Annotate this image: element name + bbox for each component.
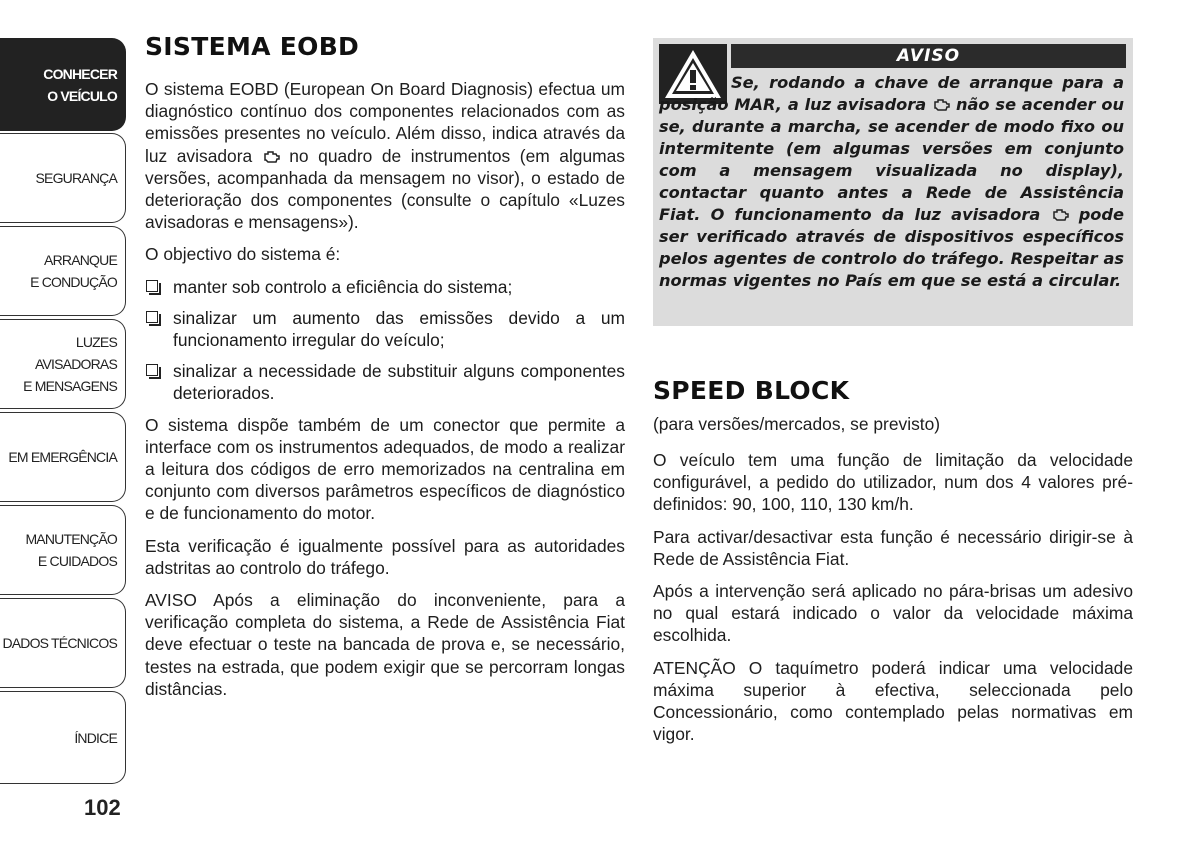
- paragraph: O sistema dispõe também de um conector que permite a interface com os instrumentos adequados, de modo a realizar a leitura dos códigos de erro memorizados na centralina em conjunto com diversos parâmetros específicos de diagnóstico e de funcionamento do motor.: [145, 414, 625, 524]
- text: não se acender ou se, durante a marcha, se acender de modo fixo ou intermitente (em algumas versões em conjunto com a mensagem visualizada no display), contactar quanto antes a Rede de Assistência Fiat. O funcionamento da luz avisadora: [659, 95, 1125, 224]
- tab-label: DADOS TÉCNICOS: [2, 635, 117, 651]
- paragraph: [145, 78, 625, 233]
- tab-em-emergencia[interactable]: [0, 412, 126, 502]
- warning-header: AVISO: [731, 44, 1126, 68]
- checkbox-bullet-icon: [146, 364, 158, 376]
- list-item: [145, 307, 625, 351]
- section-title: SPEED BLOCK: [653, 376, 850, 405]
- eobd-section: [145, 32, 625, 700]
- paragraph: Esta verificação é igualmente possível para as autoridades adstritas ao controlo do tráfego.: [145, 535, 625, 578]
- tab-label: ARRANQUE E CONDUÇÃO: [30, 252, 117, 290]
- tab-label: CONHECER O VEÍCULO: [43, 65, 117, 104]
- warning-text: [659, 72, 1124, 292]
- paragraph: O objectivo do sistema é:: [145, 244, 341, 265]
- engine-warning-icon: [1051, 209, 1069, 221]
- tab-label: SEGURANÇA: [35, 170, 117, 186]
- tab-arranque-e-conducao[interactable]: [0, 226, 126, 316]
- text: manter sob controlo a eficiência do sistema;: [173, 276, 513, 297]
- paragraph: O veículo tem uma função de limitação da velocidade configurável, a pedido do utilizador, num dos 4 valores pré-definidos: 90, 100, 110, 130 km/h.: [653, 450, 1133, 515]
- tab-luzes-avisadoras[interactable]: [0, 319, 126, 409]
- text: sinalizar a necessidade de substituir alguns componentes deteriorados.: [173, 361, 625, 404]
- list-item: [145, 360, 625, 404]
- objectives-list: [145, 276, 625, 405]
- tab-seguranca[interactable]: [0, 133, 126, 223]
- paragraph: AVISO Após a eliminação do inconveniente, para a verificação completa do sistema, a Rede de Assistência Fiat deve efectuar o teste na bancada de prova e, se necessário, testes na estrada, que podem exigir que se percorram longas distâncias.: [145, 590, 625, 699]
- text: sinalizar um aumento das emissões devido a um funcionamento irregular do veículo;: [173, 307, 625, 351]
- paragraph: Após a intervenção será aplicado no pára-brisas um adesivo no qual estará indicado o valor da velocidade máxima escolhida.: [653, 581, 1133, 646]
- tab-label: ÍNDICE: [74, 729, 117, 746]
- paragraph: ATENÇÃO O taquímetro poderá indicar uma velocidade máxima superior à efectiva, seleccionada pelo Concessionário, como contemplado pelas normativas em vigor.: [653, 657, 1133, 745]
- engine-warning-icon: [932, 99, 950, 111]
- page-number: 102: [84, 795, 121, 820]
- text: pode ser verificado através de dispositivos específicos pelos agentes de controlo do tráfego. Respeitar as normas vigentes no País em que se está a circular.: [659, 205, 1124, 290]
- paragraph: Para activar/desactivar esta função é necessário dirigir-se à Rede de Assistência Fiat.: [653, 526, 1133, 569]
- text: no quadro de instrumentos (em algumas versões, acompanhada da mensagem no visor), o estado de deterioração dos componentes (consulte o capítulo «Luzes avisadoras e mensagens»).: [145, 145, 626, 233]
- list-item: [145, 276, 625, 298]
- warning-box: [653, 38, 1133, 326]
- tab-conhecer-o-veiculo[interactable]: [0, 38, 126, 131]
- section-title: SISTEMA EOBD: [145, 32, 360, 61]
- text: Se, rodando a chave de arranque para a posição MAR, a luz avisadora: [659, 73, 1124, 114]
- tab-manutencao-e-cuidados[interactable]: [0, 505, 126, 595]
- tab-label: LUZES AVISADORAS E MENSAGENS: [23, 334, 117, 394]
- speed-block-section: [653, 376, 1133, 745]
- checkbox-bullet-icon: [146, 280, 158, 292]
- engine-warning-icon: [262, 151, 280, 163]
- tab-indice[interactable]: [0, 691, 126, 784]
- tab-dados-tecnicos[interactable]: [0, 598, 126, 688]
- section-subtitle: (para versões/mercados, se previsto): [653, 414, 941, 434]
- text: O sistema EOBD (European On Board Diagnosis) efectua um diagnóstico contínuo dos componentes relacionados com as emissões presentes no veículo. Além disso, indica através da luz avisadora: [145, 79, 625, 166]
- tab-label: EM EMERGÊNCIA: [8, 449, 117, 465]
- checkbox-bullet-icon: [146, 311, 158, 323]
- tab-label: MANUTENÇÃO E CUIDADOS: [25, 531, 117, 569]
